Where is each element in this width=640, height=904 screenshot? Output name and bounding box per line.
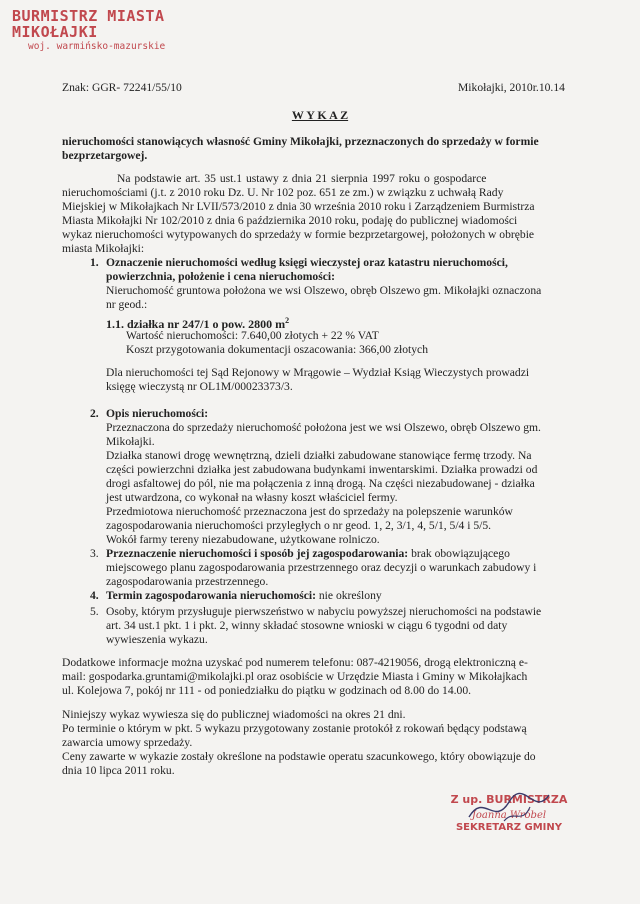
document-title: W Y K A Z: [291, 108, 349, 122]
section4-tail: nie określony: [315, 589, 382, 602]
signature-title: SEKRETARZ GMINY: [455, 822, 563, 833]
intro-line: nieruchomościami (j.t. z 2010 roku Dz. U. Nr 102 poz. 651 ze zm.) w związku z uchwałą Rady: [62, 186, 504, 199]
property-value: Wartość nieruchomości: 7.640,00 złotych + 22 % VAT: [126, 329, 379, 342]
section5-body: wywieszenia wykazu.: [106, 633, 208, 646]
section-number: 5.: [90, 605, 99, 618]
section5-body: art. 34 ust.1 pkt. 1 i pkt. 2, winny składać stosowne wnioski w ciągu 6 tygodni od daty: [106, 619, 508, 632]
mayor-stamp: [12, 8, 232, 54]
section2-body: Przeznaczona do sprzedaży nieruchomość położona jest we wsi Olszewo, obręb Olszewo gm.: [106, 421, 541, 434]
intro-line: miasta Mikołajki:: [62, 242, 145, 255]
contact-line: ul. Kolejowa 7, pokój nr 111 - od poniedziałku do piątku w godzinach od 8.00 do 14.00.: [62, 684, 472, 697]
signature-authority: Z up. BURMISTRZA: [450, 793, 568, 806]
section2-body: zagospodarowania nieruchomości przyległych o nr geod. 1, 2, 3/1, 4, 5/1, 5/4 i 5/5.: [106, 519, 492, 532]
intro-line: Na podstawie art. 35 ust.1 ustawy z dnia 21 sierpnia 1997 roku o gospodarce: [117, 172, 487, 185]
contact-line: Dodatkowe informacje można uzyskać pod numerem telefonu: 087-4219056, drogą elektroniczną e-: [62, 656, 528, 669]
contact-line: mail: gospodarka.gruntami@mikolajki.pl oraz osobiście w Urzędzie Miasta i Gminy w Mikołajkach: [62, 670, 528, 683]
documentation-cost: Koszt przygotowania dokumentacji oszacowania: 366,00 złotych: [126, 343, 428, 356]
section5-body: Osoby, którym przysługuje pierwszeństwo w nabyciu powyższej nieruchomości na podstawie: [106, 605, 542, 618]
section-number: 4.: [90, 589, 99, 602]
subtitle-line: bezprzetargowej.: [62, 149, 148, 162]
signature-name: Joanna Wróbel: [471, 810, 547, 821]
section3-tail: brak obowiązującego: [408, 547, 510, 560]
section2-body: Przedmiotowa nieruchomość przeznaczona jest do sprzedaży na polepszenie warunków: [106, 505, 513, 518]
signature-stroke: [469, 793, 549, 817]
section3-body: miejscowego planu zagospodarowania przestrzennego oraz decyzji o warunkach zabudowy i: [106, 561, 537, 574]
handwritten-signature: [464, 787, 554, 827]
section1-heading: Oznaczenie nieruchomości według księgi wieczystej oraz katastru nieruchomości,: [106, 256, 508, 269]
stamp-region: woj. warmińsko-mazurskie: [28, 41, 166, 52]
court-info: Dla nieruchomości tej Sąd Rejonowy w Mrągowie – Wydział Ksiąg Wieczystych prowadzi: [106, 366, 530, 379]
section2-body: części powierzchni działka jest zabudowana budynkami inwentarskimi. Działka prowadzi od: [106, 463, 538, 476]
closing-line: Po terminie o którym w pkt. 5 wykazu przygotowany zostanie protokół z rokowań będący podstawą: [62, 722, 527, 735]
signature-stamp: [434, 793, 584, 834]
subtitle-line: nieruchomości stanowiących własność Gminy Mikołajki, przeznaczonych do sprzedaży w formie: [62, 135, 539, 148]
intro-line: Miejskiej w Mikołajkach Nr LVII/573/2010 z dnia 30 września 2010 roku i Zarządzeniem Burmistrza: [62, 200, 535, 213]
closing-line: Ceny zawarte w wykazie zostały określone na podstawie operatu szacunkowego, który obowiązuje do: [62, 750, 536, 763]
section4-line: [106, 589, 382, 603]
section1-body: nr geod.:: [106, 298, 148, 311]
closing-line: zawarcia umowy sprzedaży.: [62, 736, 193, 749]
signature-stroke: [504, 807, 530, 821]
court-info: księgę wieczystą nr OL1M/00023373/3.: [106, 380, 293, 393]
section-number: 1.: [90, 256, 99, 269]
section2-body: Działka stanowi drogę wewnętrzną, dzieli działki zabudowane stanowiące fermę trzody. Na: [106, 449, 532, 462]
section1-body: Nieruchomość gruntowa położona we wsi Olszewo, obręb Olszewo gm. Mikołajki oznaczona: [106, 284, 542, 297]
intro-line: wykaz nieruchomości wytypowanych do sprzedaży w formie bezprzetargowej, położonych w obrębie: [62, 228, 535, 241]
section-number: 3.: [90, 547, 99, 560]
section3-heading: Przeznaczenie nieruchomości i sposób jej zagospodarowania:: [106, 547, 409, 560]
section3-first-line: [106, 547, 510, 561]
reference-number: Znak: GGR- 72241/55/10: [62, 81, 182, 94]
section4-heading: Termin zagospodarowania nieruchomości:: [106, 589, 316, 602]
section3-body: zagospodarowania przestrzennego.: [106, 575, 269, 588]
section2-heading: Opis nieruchomości:: [106, 407, 209, 420]
closing-line: dnia 10 lipca 2011 roku.: [62, 764, 175, 777]
section-number: 2.: [90, 407, 99, 420]
plot-text: 1.1. działka nr 247/1 o pow. 2800 m: [106, 317, 286, 331]
section2-body: Wokół farmy tereny niezabudowane, użytkowane rolniczo.: [106, 533, 380, 546]
intro-line: Miasta Mikołajki Nr 102/2010 z dnia 6 października 2010 roku, podaję do publicznej wiadomości: [62, 214, 518, 227]
section1-heading: powierzchnia, położenie i cena nieruchomości:: [106, 270, 335, 283]
plot-unit-sup: 2: [285, 316, 290, 325]
stamp-title: BURMISTRZ MIASTA MIKOŁAJKI: [12, 7, 165, 41]
section2-body: drogi asfaltowej do pól, nie ma połączenia z inną drogą. Na części niezabudowanej - działka: [106, 477, 535, 490]
section2-body: jest utwardzona, co wykonał na własny koszt właściciel fermy.: [106, 491, 398, 504]
section2-body: Mikołajki.: [106, 435, 155, 448]
closing-line: Niniejszy wykaz wywiesza się do publicznej wiadomości na okres 21 dni.: [62, 708, 406, 721]
place-date: Mikołajki, 2010r.10.14: [458, 81, 565, 94]
